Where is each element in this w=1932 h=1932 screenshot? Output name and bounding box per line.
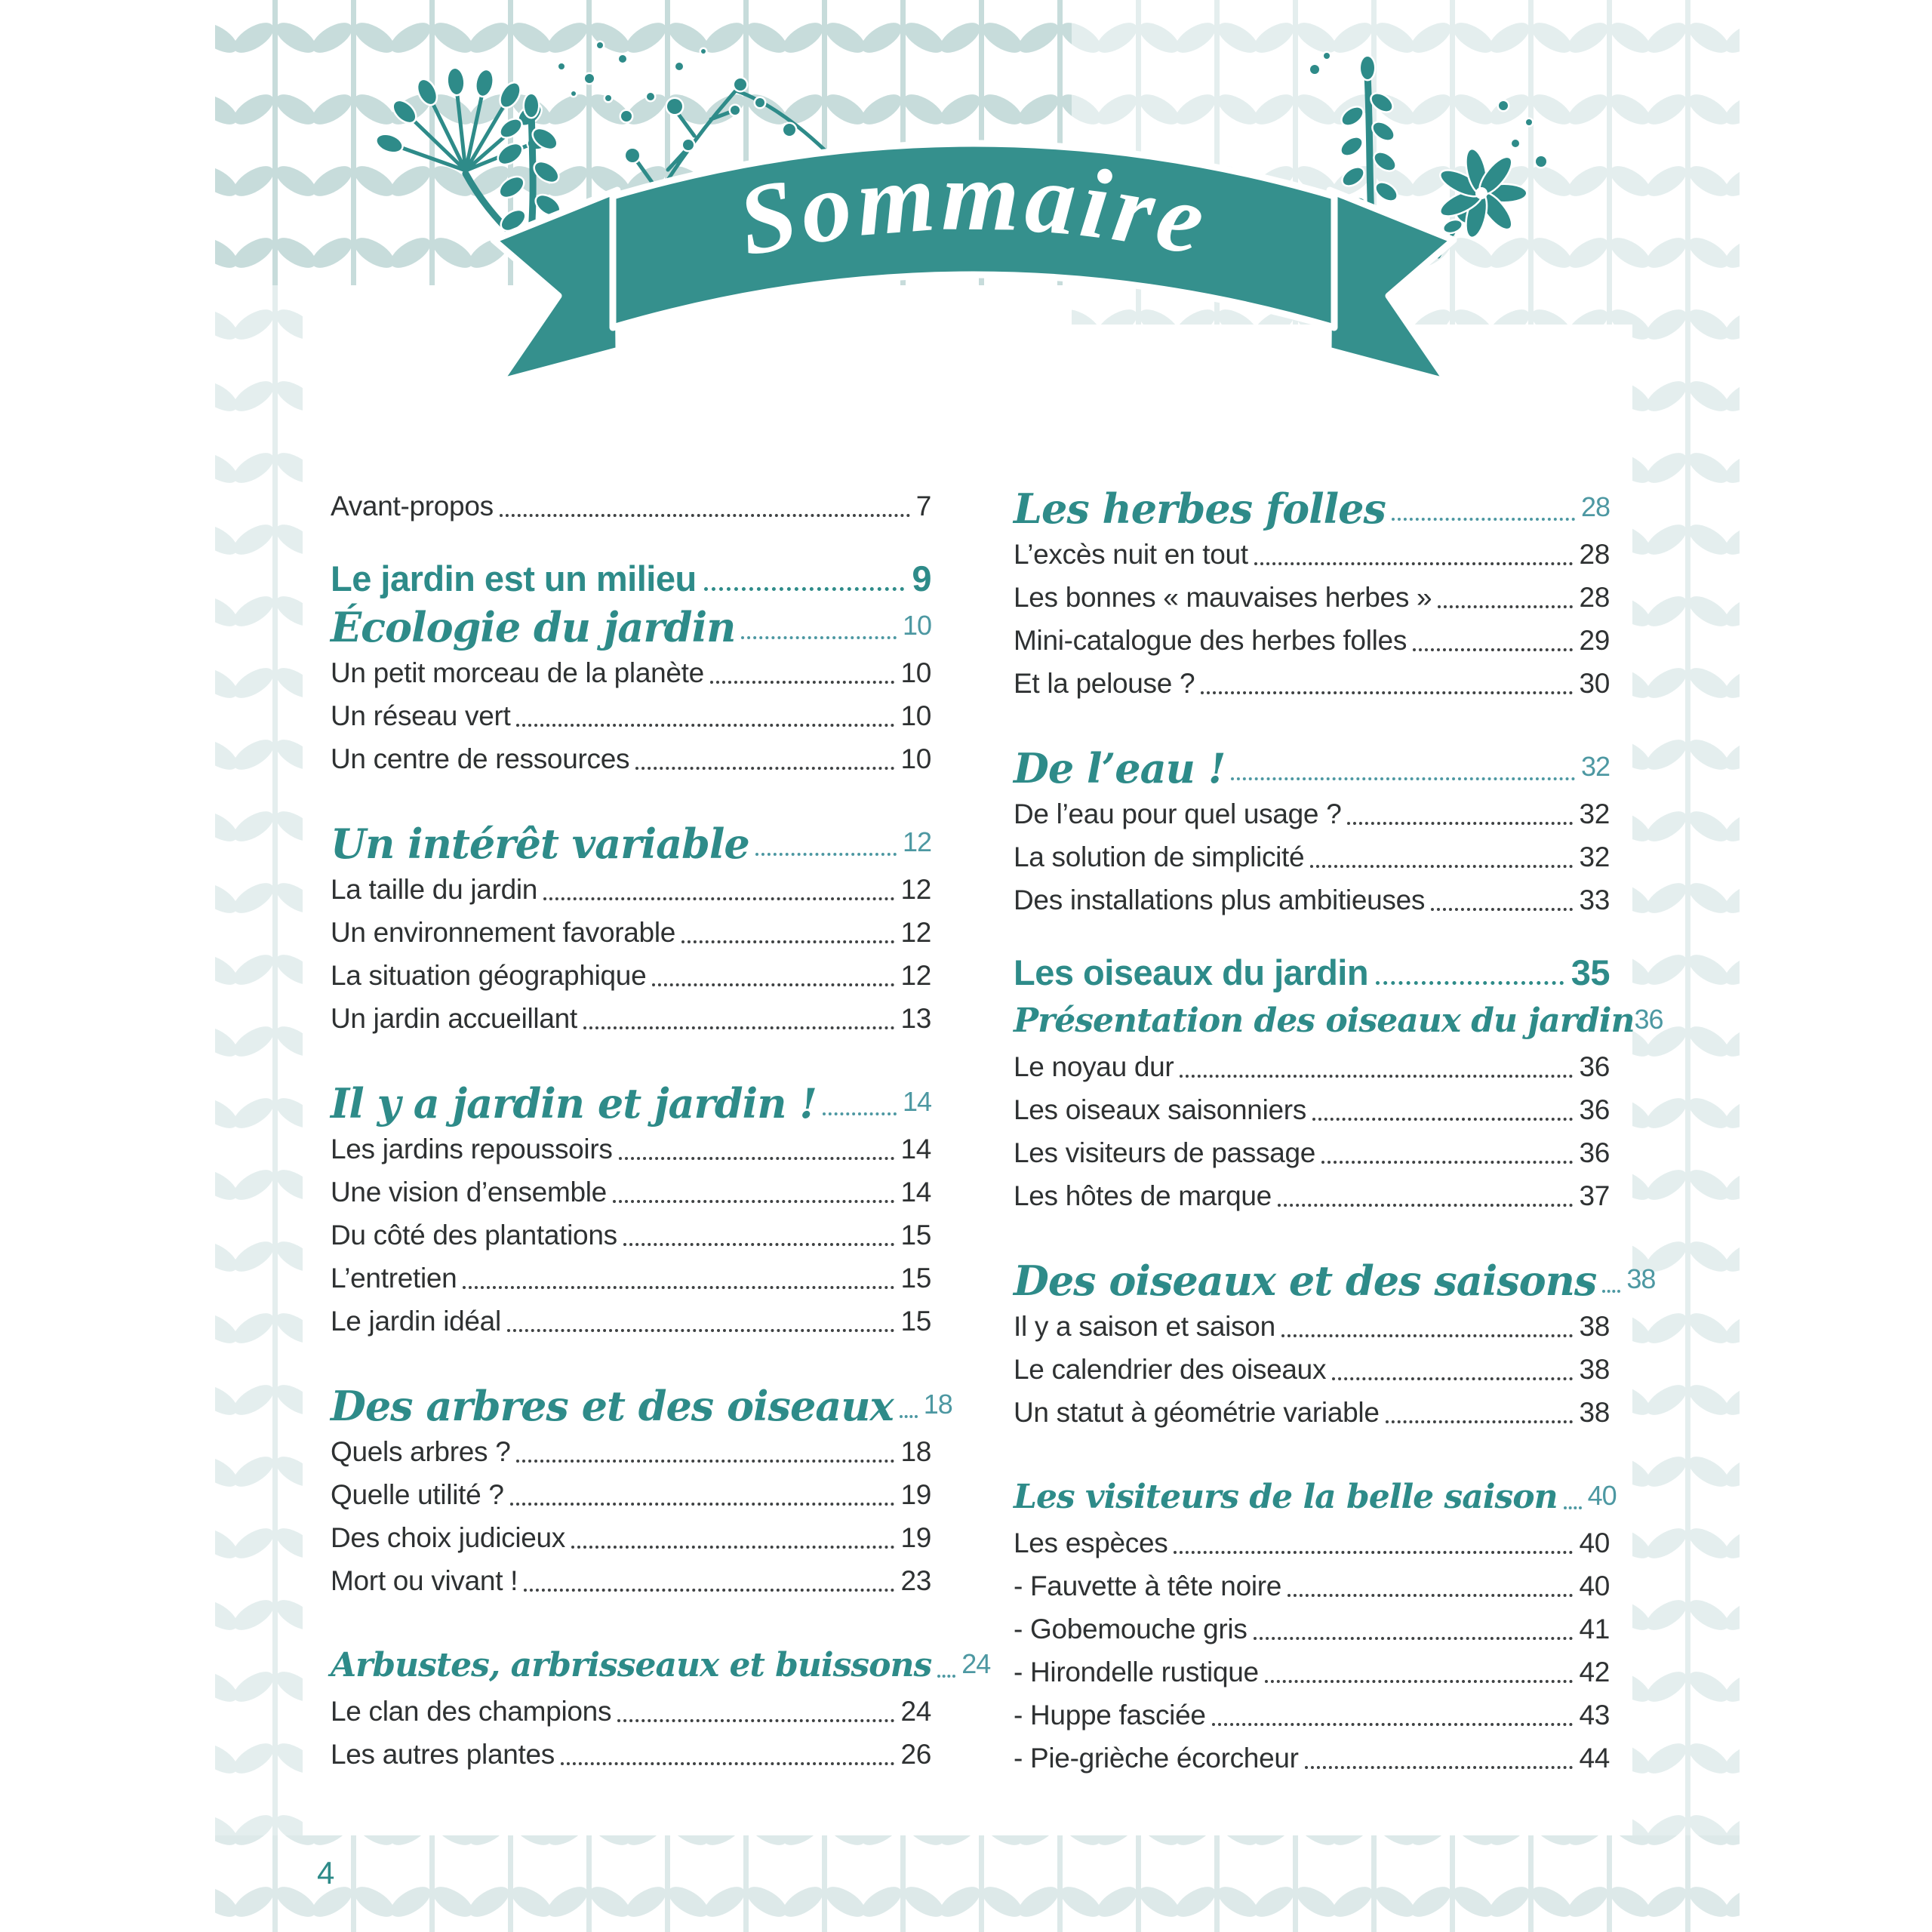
toc-page-ref: 12 (900, 874, 931, 905)
toc-row-sub (1014, 1607, 1610, 1651)
toc-page-ref: 15 (900, 1263, 931, 1294)
toc-label: Et la pelouse ? (1014, 668, 1195, 699)
toc-page-ref: 42 (1579, 1657, 1610, 1687)
toc-page-ref: 35 (1571, 952, 1610, 992)
toc-page-ref: 40 (1579, 1527, 1610, 1558)
toc-page-ref: 12 (900, 960, 931, 991)
toc-label: Les jardins repoussoirs (331, 1134, 613, 1164)
toc-page-ref: 43 (1579, 1700, 1610, 1730)
leader-dots (635, 767, 894, 770)
toc-row-entry (331, 997, 931, 1040)
toc-page-ref: 26 (900, 1739, 931, 1770)
toc-page-ref: 28 (1579, 582, 1610, 613)
leader-dots (1180, 1075, 1573, 1078)
leader-dots (741, 636, 897, 639)
leader-dots (1174, 1551, 1573, 1554)
toc-row-entry (331, 1690, 931, 1733)
toc-label: La situation géographique (331, 960, 647, 991)
toc-page-ref: 10 (900, 700, 931, 731)
toc-label: Le noyau dur (1014, 1051, 1174, 1082)
toc-row-entry (331, 1300, 931, 1343)
leader-dots (1310, 865, 1573, 868)
banner-title: Sommaire (729, 140, 1219, 278)
toc-label: Des oiseaux et des saisons (1014, 1257, 1597, 1305)
toc-page-ref: 10 (902, 610, 931, 641)
toc-row-chapter (1014, 952, 1610, 994)
toc-label: Mort ou vivant ! (331, 1565, 518, 1596)
toc-label: Il y a saison et saison (1014, 1311, 1275, 1342)
leader-dots (571, 1546, 894, 1549)
toc-row-entry (1014, 1521, 1610, 1564)
toc-row-entry (1014, 576, 1610, 619)
toc-page-ref: 28 (1580, 491, 1610, 522)
toc-label: Les herbes folles (1014, 485, 1386, 533)
toc-page-ref: 24 (961, 1648, 991, 1679)
toc-page-ref: 36 (1634, 1004, 1663, 1035)
leader-dots (1231, 777, 1575, 780)
toc-page-ref: 32 (1579, 798, 1610, 829)
toc-label: - Huppe fasciée (1014, 1700, 1206, 1730)
toc-row-entry (1014, 1174, 1610, 1217)
toc-label: Les oiseaux saisonniers (1014, 1094, 1306, 1125)
toc-label: Un centre de ressources (331, 743, 630, 774)
leader-dots (1278, 1204, 1574, 1207)
toc-row-entry (331, 694, 931, 737)
toc-row-script (1014, 1255, 1656, 1305)
toc-row-entry (331, 651, 931, 694)
leader-dots (524, 1589, 894, 1592)
leader-dots (623, 1243, 895, 1246)
toc-page-ref: 44 (1579, 1743, 1610, 1774)
leader-dots (583, 1026, 895, 1029)
toc-page-ref: 15 (900, 1306, 931, 1337)
toc-row-sub (1014, 1564, 1610, 1607)
toc-row-entry (1014, 1131, 1610, 1174)
toc-label: Un intérêt variable (331, 820, 749, 868)
toc-row-entry (331, 485, 931, 528)
toc-row-entry (331, 1516, 931, 1559)
toc-label: Le jardin est un milieu (331, 558, 697, 598)
toc-label: Les espèces (1014, 1527, 1168, 1558)
toc-label: Arbustes, arbrisseaux et buissons (331, 1646, 932, 1684)
leader-dots (1431, 908, 1573, 911)
toc-row-entry (1014, 1045, 1610, 1088)
leader-dots (463, 1286, 894, 1289)
leader-dots (516, 1460, 894, 1463)
toc-label: Les visiteurs de passage (1014, 1137, 1316, 1168)
toc-row-entry (331, 1473, 931, 1516)
toc-page-ref: 18 (900, 1436, 931, 1467)
toc-label: L’entretien (331, 1263, 457, 1294)
toc-page-ref: 37 (1579, 1180, 1610, 1211)
toc-page-ref: 10 (900, 657, 931, 688)
toc-row-script (331, 1078, 931, 1128)
leader-dots (1287, 1594, 1573, 1597)
toc-label: Mini-catalogue des herbes folles (1014, 625, 1407, 656)
toc-label: Écologie du jardin (331, 603, 736, 651)
toc-row-script (1014, 1472, 1617, 1521)
toc-row-script (331, 818, 931, 868)
leader-dots (1254, 562, 1574, 565)
toc-page-ref: 12 (902, 826, 931, 857)
toc-row-entry (1014, 533, 1610, 576)
toc-label: Il y a jardin et jardin ! (331, 1079, 817, 1128)
toc-row-entry (331, 1430, 931, 1473)
toc-row-script (1014, 483, 1610, 533)
toc-label: Un petit morceau de la planète (331, 657, 704, 688)
toc-row-entry (331, 737, 931, 780)
toc-label: - Pie-grièche écorcheur (1014, 1743, 1299, 1774)
leader-dots (617, 1719, 894, 1722)
toc-page-ref: 36 (1579, 1051, 1610, 1082)
toc-row-entry (1014, 878, 1610, 921)
toc-page-ref: 14 (900, 1134, 931, 1164)
toc-row-entry (1014, 1391, 1610, 1434)
toc-label: - Hirondelle rustique (1014, 1657, 1259, 1687)
toc-label: Les hôtes de marque (1014, 1180, 1272, 1211)
toc-label: La solution de simplicité (1014, 841, 1305, 872)
toc-row-script (1014, 995, 1663, 1045)
toc-page-ref: 32 (1579, 841, 1610, 872)
page-number: 4 (317, 1855, 335, 1890)
toc-page-ref: 38 (1626, 1263, 1656, 1294)
leader-dots (710, 681, 895, 684)
leader-dots (1201, 691, 1573, 694)
toc-row-entry (1014, 662, 1610, 705)
leader-dots (900, 1415, 918, 1418)
toc-row-entry (331, 1559, 931, 1602)
toc-label: Le clan des champions (331, 1696, 612, 1727)
toc-label: Un réseau vert (331, 700, 511, 731)
toc-label: Des installations plus ambitieuses (1014, 884, 1426, 915)
toc-row-entry (331, 1733, 931, 1776)
toc-page-ref: 40 (1579, 1571, 1610, 1601)
toc-page-ref: 24 (900, 1696, 931, 1727)
toc-label: Des choix judicieux (331, 1522, 566, 1553)
toc-page-ref: 40 (1587, 1480, 1617, 1511)
toc-label: Un jardin accueillant (331, 1003, 577, 1034)
toc-page-ref: 14 (902, 1086, 931, 1117)
toc-label: Le calendrier des oiseaux (1014, 1354, 1327, 1385)
toc-row-entry (1014, 619, 1610, 662)
toc-row-sub (1014, 1651, 1610, 1694)
leader-dots (507, 1329, 895, 1332)
toc-label: Du côté des plantations (331, 1220, 617, 1251)
leader-dots (619, 1157, 895, 1160)
toc-page-ref: 30 (1579, 668, 1610, 699)
leader-dots (1312, 1118, 1573, 1121)
leader-dots (755, 853, 897, 856)
toc-page-ref: 10 (900, 743, 931, 774)
leader-dots (1413, 648, 1573, 651)
toc-page-ref: 28 (1579, 539, 1610, 570)
toc-page-ref: 18 (923, 1389, 952, 1420)
toc-page-ref: 7 (915, 491, 931, 521)
toc-row-chapter (331, 558, 931, 600)
toc-label: De l’eau ! (1014, 744, 1226, 792)
toc-page-ref: 41 (1579, 1614, 1610, 1644)
toc-label: Le jardin idéal (331, 1306, 501, 1337)
leader-dots (1281, 1334, 1574, 1337)
leader-dots (613, 1200, 894, 1203)
toc-row-entry (1014, 835, 1610, 878)
leader-dots (1564, 1506, 1582, 1509)
toc-page-ref: 12 (900, 917, 931, 948)
toc-column-left (331, 485, 991, 1776)
toc-row-entry (331, 868, 931, 911)
leader-dots (1265, 1680, 1574, 1683)
toc-label: L’excès nuit en tout (1014, 539, 1248, 570)
toc-page-ref: 29 (1579, 625, 1610, 656)
toc-page-ref: 9 (912, 558, 931, 598)
leader-dots (1376, 981, 1564, 985)
toc-label: Présentation des oiseaux du jardin (1014, 1001, 1635, 1040)
toc-row-entry (1014, 1088, 1610, 1131)
toc-label: Un environnement favorable (331, 917, 676, 948)
toc-page-ref: 19 (900, 1479, 931, 1510)
toc-row-entry (331, 1257, 931, 1300)
toc-page-ref: 23 (900, 1565, 931, 1596)
toc-label: Un statut à géométrie variable (1014, 1397, 1380, 1428)
toc-page-ref: 33 (1579, 884, 1610, 915)
toc-label: Les bonnes « mauvaises herbes » (1014, 582, 1432, 613)
toc-row-entry (1014, 1305, 1610, 1348)
toc-row-script (331, 1380, 952, 1430)
leader-dots (561, 1762, 894, 1765)
toc-row-entry (331, 954, 931, 997)
toc-label: Une vision d’ensemble (331, 1177, 607, 1208)
toc-label: - Gobemouche gris (1014, 1614, 1247, 1644)
leader-dots (543, 897, 894, 900)
leader-dots (516, 724, 894, 727)
toc-label: Des arbres et des oiseaux (331, 1382, 894, 1430)
toc-row-entry (331, 1214, 931, 1257)
toc-page-ref: 13 (900, 1003, 931, 1034)
toc-row-script (331, 601, 931, 651)
toc-page-ref: 19 (900, 1522, 931, 1553)
toc-row-sub (1014, 1694, 1610, 1737)
leader-dots (1212, 1723, 1574, 1726)
leader-dots (510, 1503, 895, 1506)
toc-row-entry (331, 911, 931, 954)
toc-row-entry (1014, 1348, 1610, 1391)
toc-label: La taille du jardin (331, 874, 538, 905)
toc-page-ref: 38 (1579, 1397, 1610, 1428)
toc-label: Avant-propos (331, 491, 494, 521)
toc-label: Quelle utilité ? (331, 1479, 504, 1510)
toc-page-ref: 36 (1579, 1137, 1610, 1168)
toc-label: Les visiteurs de la belle saison (1014, 1478, 1558, 1516)
leader-dots (681, 940, 894, 943)
toc-label: De l’eau pour quel usage ? (1014, 798, 1342, 829)
leader-dots (1386, 1420, 1574, 1423)
toc-label: - Fauvette à tête noire (1014, 1571, 1282, 1601)
toc-row-sub (1014, 1737, 1610, 1780)
leader-dots (1438, 605, 1573, 608)
leader-dots (937, 1675, 955, 1678)
leader-dots (1305, 1766, 1574, 1769)
leader-dots (1392, 518, 1575, 521)
toc-column-right (1014, 483, 1663, 1780)
leader-dots (704, 587, 905, 591)
toc-label: Les autres plantes (331, 1739, 555, 1770)
toc-row-entry (331, 1171, 931, 1214)
toc-page-ref: 38 (1579, 1311, 1610, 1342)
leader-dots (1321, 1161, 1573, 1164)
leader-dots (1254, 1637, 1574, 1640)
toc-row-entry (1014, 792, 1610, 835)
toc-page-ref: 32 (1580, 751, 1610, 782)
toc-label: Quels arbres ? (331, 1436, 511, 1467)
toc-row-script (331, 1640, 991, 1690)
toc-page-ref: 15 (900, 1220, 931, 1251)
toc-page-ref: 38 (1579, 1354, 1610, 1385)
leader-dots (1602, 1290, 1620, 1293)
toc-page-ref: 36 (1579, 1094, 1610, 1125)
toc-page-ref: 14 (900, 1177, 931, 1208)
leader-dots (652, 983, 894, 986)
toc-row-entry (331, 1128, 931, 1171)
toc-label: Les oiseaux du jardin (1014, 952, 1369, 992)
leader-dots (1332, 1377, 1573, 1380)
leader-dots (823, 1112, 897, 1115)
leader-dots (1347, 822, 1573, 825)
leader-dots (500, 514, 910, 517)
toc-row-script (1014, 743, 1610, 792)
